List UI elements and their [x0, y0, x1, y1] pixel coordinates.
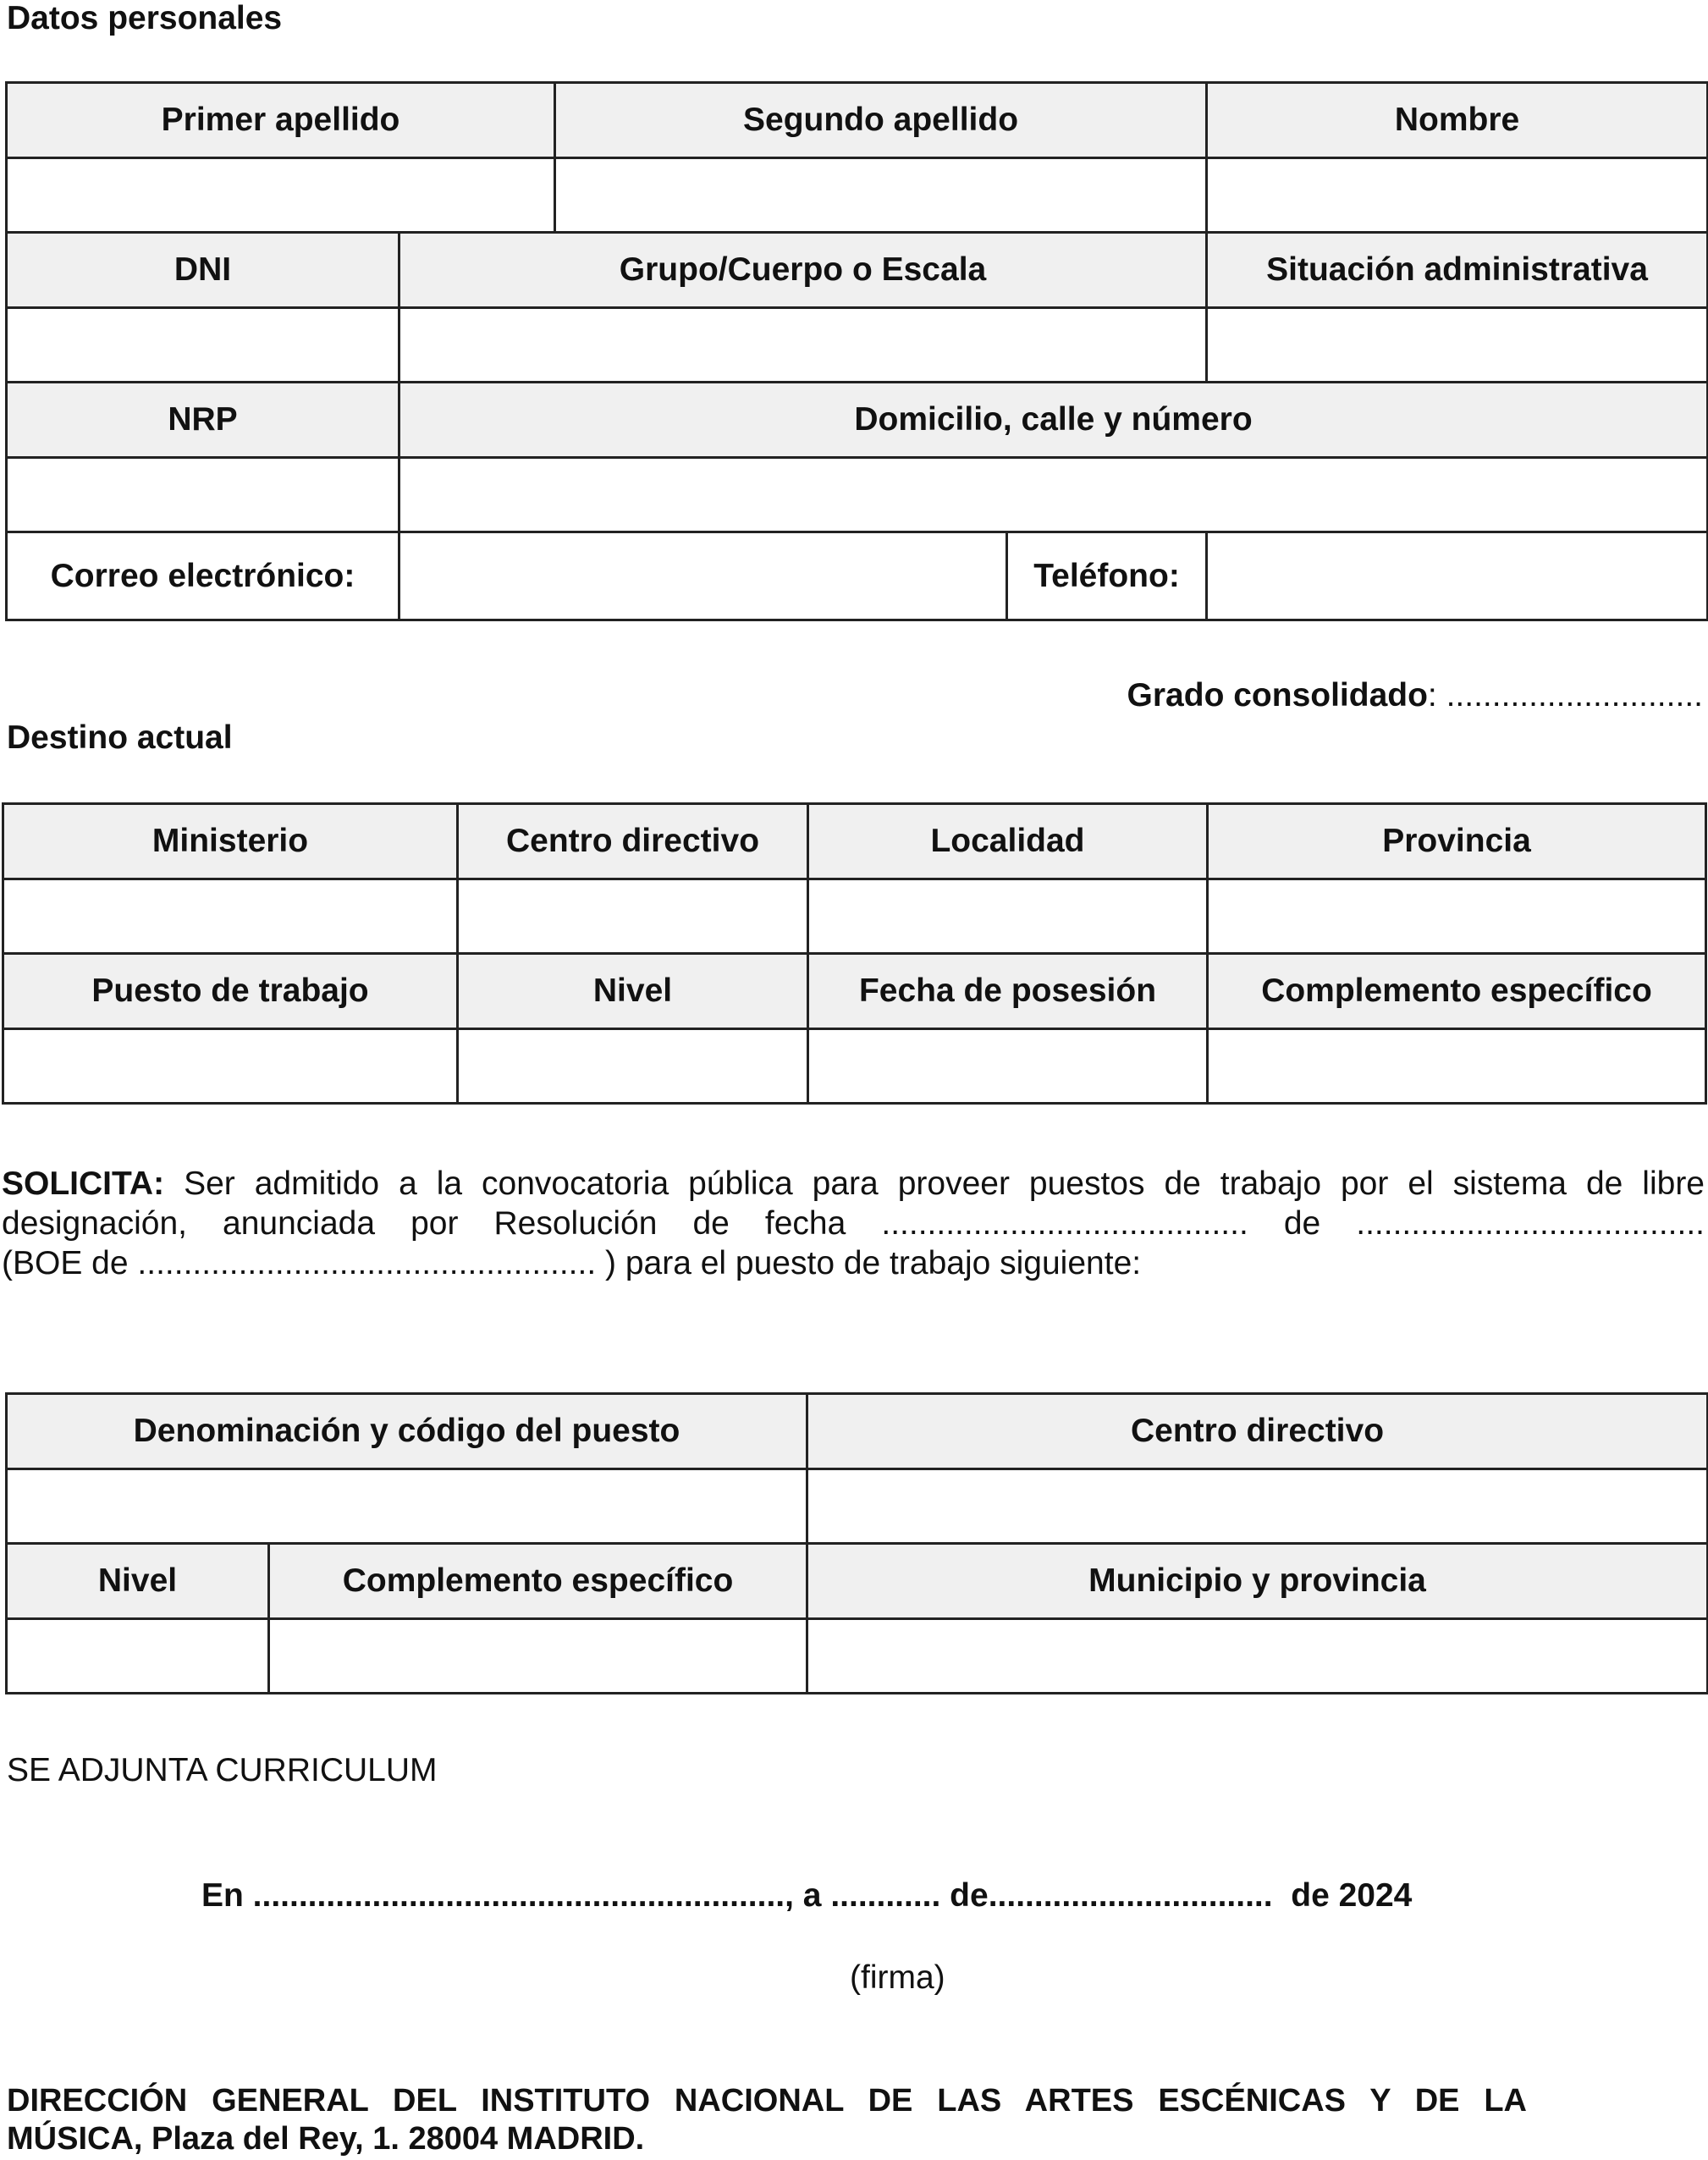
datos-personales-table — [5, 81, 1708, 621]
email-field[interactable] — [399, 532, 1007, 620]
header-localidad: Localidad — [808, 804, 1208, 879]
header-centro-directivo: Centro directivo — [458, 804, 808, 879]
header-primer-apellido: Primer apellido — [7, 83, 555, 158]
phone-label: Teléfono: — [1007, 532, 1207, 620]
nivel-puesto-field[interactable] — [7, 1619, 269, 1694]
solicita-text-1: Ser admitido a la convocatoria pública para proveer puestos de trabajo por el sistema de libre — [184, 1165, 1705, 1202]
header-nombre: Nombre — [1207, 83, 1708, 158]
grado-consolidado-dots: : ............................ — [1427, 677, 1703, 714]
situacion-administrativa-field[interactable] — [1207, 308, 1708, 383]
centro-directivo-field[interactable] — [458, 879, 808, 954]
footer-line-2: MÚSICA, Plaza del Rey, 1. 28004 MADRID. — [7, 2121, 645, 2157]
domicilio-field[interactable] — [399, 458, 1708, 532]
section-title-destino-actual: Destino actual — [7, 719, 233, 756]
provincia-field[interactable] — [1208, 879, 1706, 954]
header-domicilio: Domicilio, calle y número — [399, 383, 1708, 458]
complemento-especifico-field[interactable] — [1208, 1029, 1706, 1104]
puesto-de-trabajo-field[interactable] — [3, 1029, 458, 1104]
solicita-line-1 — [2, 1164, 1705, 1204]
firma-label: (firma) — [850, 1959, 945, 1996]
grupo-cuerpo-field[interactable] — [399, 308, 1207, 383]
denominacion-codigo-field[interactable] — [7, 1469, 807, 1544]
solicita-paragraph — [2, 1164, 1705, 1283]
header-complemento-especifico-puesto: Complemento específico — [269, 1544, 807, 1619]
ministerio-field[interactable] — [3, 879, 458, 954]
header-segundo-apellido: Segundo apellido — [555, 83, 1207, 158]
header-dni: DNI — [7, 233, 399, 308]
primer-apellido-field[interactable] — [7, 158, 555, 233]
header-complemento-especifico: Complemento específico — [1208, 954, 1706, 1029]
solicita-label: SOLICITA: — [2, 1165, 165, 1202]
header-denominacion-codigo: Denominación y código del puesto — [7, 1394, 807, 1469]
grado-consolidado-label: Grado consolidado — [1127, 677, 1428, 714]
solicita-line-2: designación, anunciada por Resolución de fecha ........................................ de ...................................... — [2, 1205, 1705, 1242]
header-ministerio: Ministerio — [3, 804, 458, 879]
fecha-de-posesion-field[interactable] — [808, 1029, 1208, 1104]
se-adjunta-curriculum: SE ADJUNTA CURRICULUM — [7, 1752, 438, 1788]
complemento-especifico-puesto-field[interactable] — [269, 1619, 807, 1694]
email-label: Correo electrónico: — [7, 532, 399, 620]
nombre-field[interactable] — [1207, 158, 1708, 233]
section-title-datos-personales: Datos personales — [7, 0, 283, 36]
nivel-field[interactable] — [458, 1029, 808, 1104]
localidad-field[interactable] — [808, 879, 1208, 954]
header-nivel-puesto: Nivel — [7, 1544, 269, 1619]
fecha-lugar-linea: En .........................................................., a ............ de............................... de 2024 — [201, 1877, 1413, 1914]
header-provincia: Provincia — [1208, 804, 1706, 879]
header-centro-directivo-puesto: Centro directivo — [807, 1394, 1708, 1469]
municipio-provincia-field[interactable] — [807, 1619, 1708, 1694]
footer-line-1: DIRECCIÓN GENERAL DEL INSTITUTO NACIONAL DE LAS ARTES ESCÉNICAS Y DE LA — [7, 2083, 1527, 2119]
destino-actual-table — [2, 802, 1707, 1105]
dni-field[interactable] — [7, 308, 399, 383]
header-nivel: Nivel — [458, 954, 808, 1029]
nrp-field[interactable] — [7, 458, 399, 532]
phone-field[interactable] — [1207, 532, 1708, 620]
header-puesto-de-trabajo: Puesto de trabajo — [3, 954, 458, 1029]
header-municipio-provincia: Municipio y provincia — [807, 1544, 1708, 1619]
puesto-solicitado-table — [5, 1392, 1708, 1694]
header-fecha-de-posesion: Fecha de posesión — [808, 954, 1208, 1029]
segundo-apellido-field[interactable] — [555, 158, 1207, 233]
header-grupo-cuerpo: Grupo/Cuerpo o Escala — [399, 233, 1207, 308]
centro-directivo-puesto-field[interactable] — [807, 1469, 1708, 1544]
header-situacion-administrativa: Situación administrativa — [1207, 233, 1708, 308]
header-nrp: NRP — [7, 383, 399, 458]
solicita-line-3: (BOE de .................................................. ) para el puesto de trabajo siguiente: — [2, 1245, 1142, 1281]
footer-direccion — [7, 2082, 1527, 2158]
grado-consolidado — [1127, 677, 1703, 714]
